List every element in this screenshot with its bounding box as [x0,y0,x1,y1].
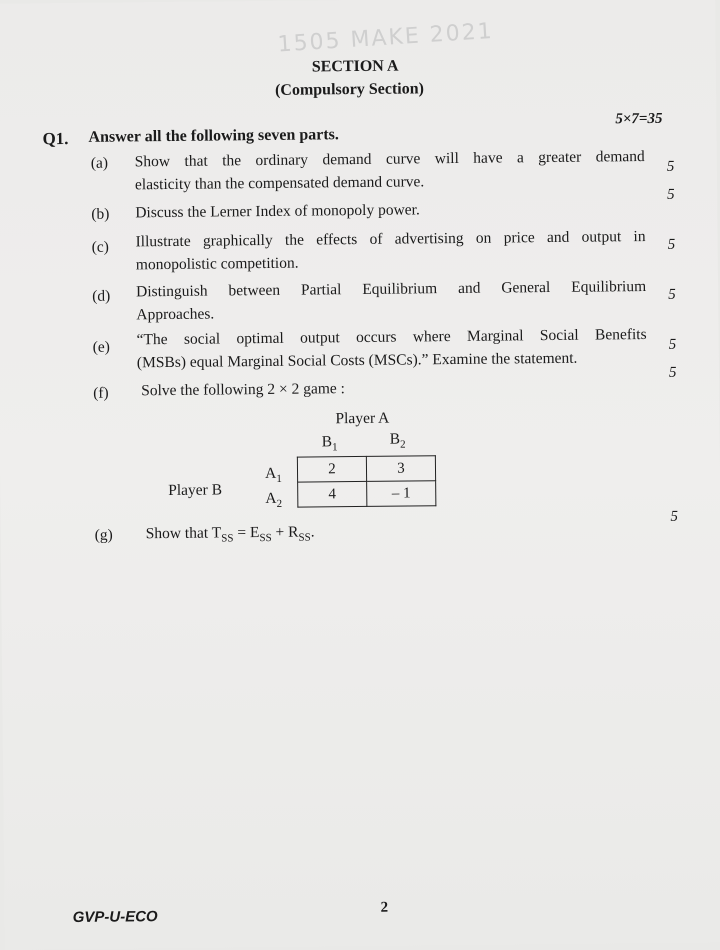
part-e-label: (e) [92,338,110,356]
part-b-text [135,196,645,224]
part-f-marks: 5 [668,364,677,381]
section-title: SECTION A [311,57,399,76]
payoff-cell: 4 [298,481,367,507]
part-e-line1: “The social optimal output occurs where Marginal Social Benefits [136,325,647,349]
payoff-row-a1 [297,456,435,482]
part-c-marks: 5 [667,236,676,253]
part-e-text [137,323,647,374]
paper-code: GVP-U-ECO [72,908,158,927]
part-b-label: (b) [91,205,110,223]
part-b-marks: 5 [667,186,675,203]
part-f-text [141,374,651,402]
part-e-line2: (MSBs) equal Marginal Social Costs (MSCs).” Examine the statement. [136,349,578,372]
part-g-marks: 5 [670,508,679,525]
part-c-line2: monopolistic competition. [135,254,299,274]
payoff-cell: – 1 [367,481,436,507]
part-a-marks: 5 [666,158,675,175]
part-a-line2: elasticity than the compensated demand curve. [134,173,425,194]
col-b2-label: $B_2$ [389,430,406,451]
part-f-label: (f) [93,384,109,402]
part-c-text [135,225,645,276]
part-d-line2: Approaches. [136,305,215,324]
payoff-matrix [297,455,437,507]
payoff-cell: 2 [297,456,366,482]
part-d-marks: 5 [668,286,676,303]
payoff-row-a2 [298,481,436,507]
part-a-text [135,145,645,196]
section-subtitle: (Compulsory Section) [274,80,424,99]
part-e-marks: 5 [668,336,677,353]
page-number: 2 [380,899,389,916]
player-b-label: Player B [168,481,223,500]
part-d-line1: Distinguish between Partial Equilibrium and General Equilibrium [136,277,647,301]
part-a-line1: Show that the ordinary demand curve will have a greater demand [134,148,645,171]
part-f-line1: Solve the following 2 × 2 game : [141,380,346,400]
part-g-label: (g) [94,526,113,544]
part-a-label: (a) [90,154,109,172]
question-marks: 5×7=35 [615,110,663,128]
part-b-line1: Discuss the Lerner Index of monopoly power. [135,201,420,222]
question-instruction: Answer all the following seven parts. [88,126,339,146]
payoff-cell: 3 [366,456,435,482]
part-d-text [136,275,646,326]
question-number: Q1. [42,129,69,149]
row-a1-label: $A_1$ [264,464,282,485]
player-a-label: Player A [335,409,390,428]
col-b1-label: $B_1$ [321,433,338,454]
part-c-line1: Illustrate graphically the effects of advertising on price and output in [135,227,646,251]
row-a2-label: $A_2$ [265,489,283,510]
part-c-label: (c) [91,238,109,256]
part-g-text: Show that $T_{SS} = E_{SS} + R_{SS}$. [145,523,315,545]
watermark: 1505 MAKE 2021 [276,18,495,58]
part-d-label: (d) [92,287,111,305]
